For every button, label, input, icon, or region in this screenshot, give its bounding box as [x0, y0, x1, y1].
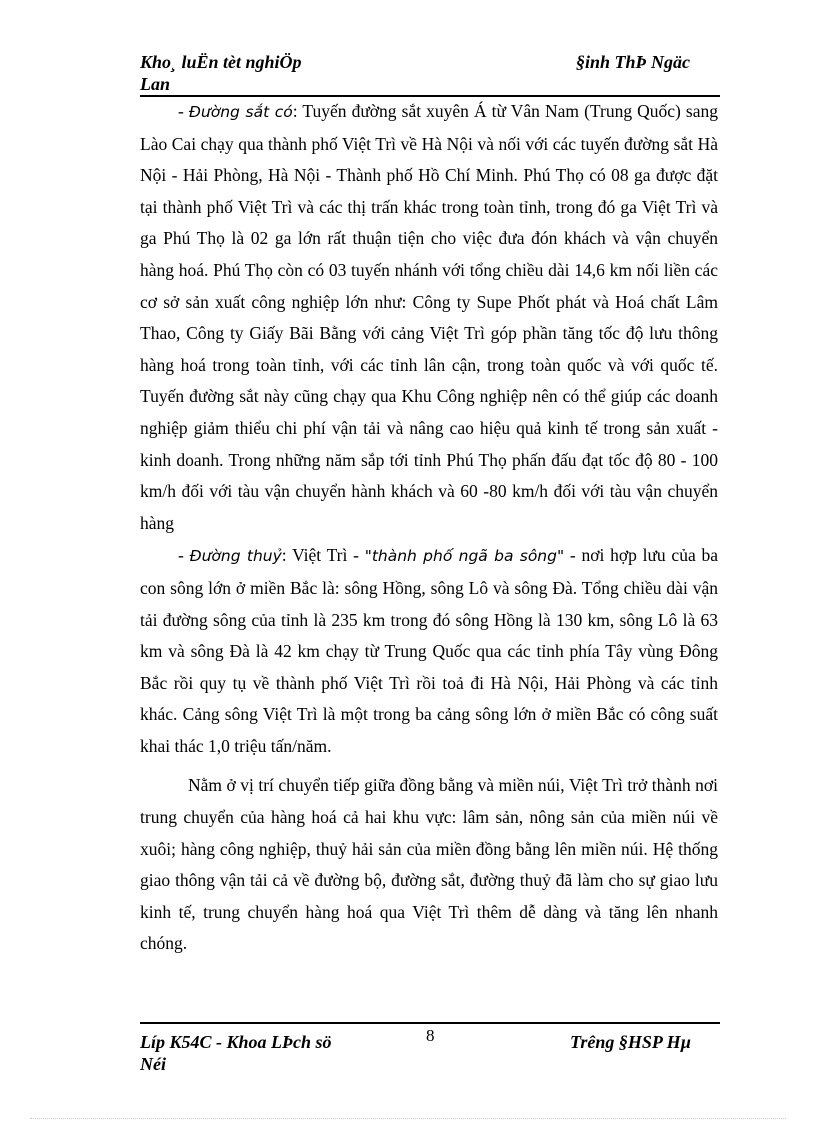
waterway-text-after: - nơi hợp lưu của ba con sông lớn ở miền Bắc là: sông Hồng, sông Lô và sông Đà. Tổng chiều dài vận tải đường sông của tỉnh là 235 km trong đó sông Hồng là 130 km, sông Lô là 63 km và sông Đà là 42 km chạy từ Trung Quốc qua các tỉnh phía Tây vùng Đông Bắc rồi quy tụ về thành phố Việt Trì rồi toả đi Hà Nội, Hải Phòng và các tỉnh khác. Cảng sông Việt Trì là một trong ba cảng sông lớn ở miền Bắc có công suất khai thác 1,0 triệu tấn/năm.: [140, 545, 718, 756]
header-author-name: §inh ThÞ Ngäc: [576, 52, 691, 72]
waterway-quote: "thành phố ngã ba sông": [364, 547, 565, 566]
footer-left-line2: Néi: [140, 1054, 166, 1074]
footer-class-info: [140, 1031, 380, 1075]
term-railway: Đường sắt có: [188, 103, 293, 121]
term-waterway: Đường thuỷ: [189, 547, 282, 566]
paragraph-transit: Nằm ở vị trí chuyển tiếp giữa đồng bằng và miền núi, Việt Trì trở thành nơi trung chuyển của hàng hoá cả hai khu vực: lâm sản, nông sản của miền núi về xuôi; hàng công nghiệp, thuỷ hải sản của miền đồng bằng lên miền núi. Hệ thống giao thông vận tải cả về đường bộ, đường sắt, đường thuỷ đã làm cho sự giao lưu kinh tế, trung chuyển hàng hoá qua Việt Trì thêm dễ dàng và tăng lên nhanh chóng.: [140, 775, 718, 954]
paragraph-waterway: - Đường thuỷ: Việt Trì - "thành phố ngã ba sông" - nơi hợp lưu của ba con sông lớn ở miền Bắc là: sông Hồng, sông Lô và sông Đà. Tổng chiều dài vận tải đường sông của tỉnh là 235 km trong đó sông Hồng là 130 km, sông Lô là 63 km và sông Đà là 42 km chạy từ Trung Quốc qua các tỉnh phía Tây vùng Đông Bắc rồi quy tụ về thành phố Việt Trì rồi toả đi Hà Nội, Hải Phòng và các tỉnh khác. Cảng sông Việt Trì là một trong ba cảng sông lớn ở miền Bắc có công suất khai thác 1,0 triệu tấn/năm.: [140, 545, 718, 756]
paragraph-railway: - Đường sắt có: Tuyến đường sắt xuyên Á từ Vân Nam (Trung Quốc) sang Lào Cai chạy qua thành phố Việt Trì về Hà Nội và nối với các tuyến đường sắt Hà Nội - Hải Phòng, Hà Nội - Thành phố Hồ Chí Minh. Phú Thọ có 08 ga được đặt tại thành phố Việt Trì và các thị trấn khác trong toàn tỉnh, trong đó ga Việt Trì và ga Phú Thọ là 02 ga lớn rất thuận tiện cho việc đưa đón khách và vận chuyển hàng hoá. Phú Thọ còn có 03 tuyến nhánh với tổng chiều dài 14,6 km nối liền các cơ sở sản xuất công nghiệp lớn như: Công ty Supe Phốt phát và Hoá chất Lâm Thao, Công ty Giấy Bãi Bằng với cảng Việt Trì góp phần tăng tốc độ lưu thông hàng hoá trong toàn tỉnh, với các tỉnh lân cận, trong toàn quốc và với quốc tế. Tuyến đường sắt này cũng chạy qua Khu Công nghiệp nên có thể giúp các doanh nghiệp giảm thiểu chi phí vận tải và nâng cao hiệu quả kinh tế trong sản xuất - kinh doanh. Trong những năm sắp tới tỉnh Phú Thọ phấn đấu đạt tốc độ 80 - 100 km/h đối với tàu vận chuyển hành khách và 60 -80 km/h đối với tàu vận chuyển hàng: [140, 101, 719, 533]
document-body: [140, 96, 718, 960]
header-left-line1: Kho¸ luËn tèt nghiÖp: [140, 52, 302, 72]
footer-rule: [140, 1022, 720, 1024]
page-edge-dotted-line: [30, 1118, 786, 1119]
footer-left-line1: Líp K54C - Khoa LÞch sö: [140, 1032, 332, 1052]
header-left-line2: Lan: [140, 74, 171, 94]
header-author-title: [140, 51, 340, 95]
page-number: 8: [426, 1026, 435, 1045]
railway-text: : Tuyến đường sắt xuyên Á từ Vân Nam (Trung Quốc) sang Lào Cai chạy qua thành phố Việt Trì về Hà Nội và nối với các tuyến đường sắt Hà Nội - Hải Phòng, Hà Nội - Thành phố Hồ Chí Minh. Phú Thọ có 08 ga được đặt tại thành phố Việt Trì và các thị trấn khác trong toàn tỉnh, trong đó ga Việt Trì và ga Phú Thọ là 02 ga lớn rất thuận tiện cho việc đưa đón khách và vận chuyển hàng hoá. Phú Thọ còn có 03 tuyến nhánh với tổng chiều dài 14,6 km nối liền các cơ sở sản xuất công nghiệp lớn như: Công ty Supe Phốt phát và Hoá chất Lâm Thao, Công ty Giấy Bãi Bằng với cảng Việt Trì góp phần tăng tốc độ lưu thông hàng hoá trong toàn tỉnh, với các tỉnh lân cận, trong toàn quốc và với quốc tế. Tuyến đường sắt này cũng chạy qua Khu Công nghiệp nên có thể giúp các doanh nghiệp giảm thiểu chi phí vận tải và nâng cao hiệu quả kinh tế trong sản xuất - kinh doanh. Trong những năm sắp tới tỉnh Phú Thọ phấn đấu đạt tốc độ 80 - 100 km/h đối với tàu vận chuyển hành khách và 60 -80 km/h đối với tàu vận chuyển hàng: [140, 101, 719, 533]
footer-school: Trêng §HSP Hµ: [570, 1032, 692, 1052]
waterway-text-before: : Việt Trì -: [281, 545, 365, 566]
